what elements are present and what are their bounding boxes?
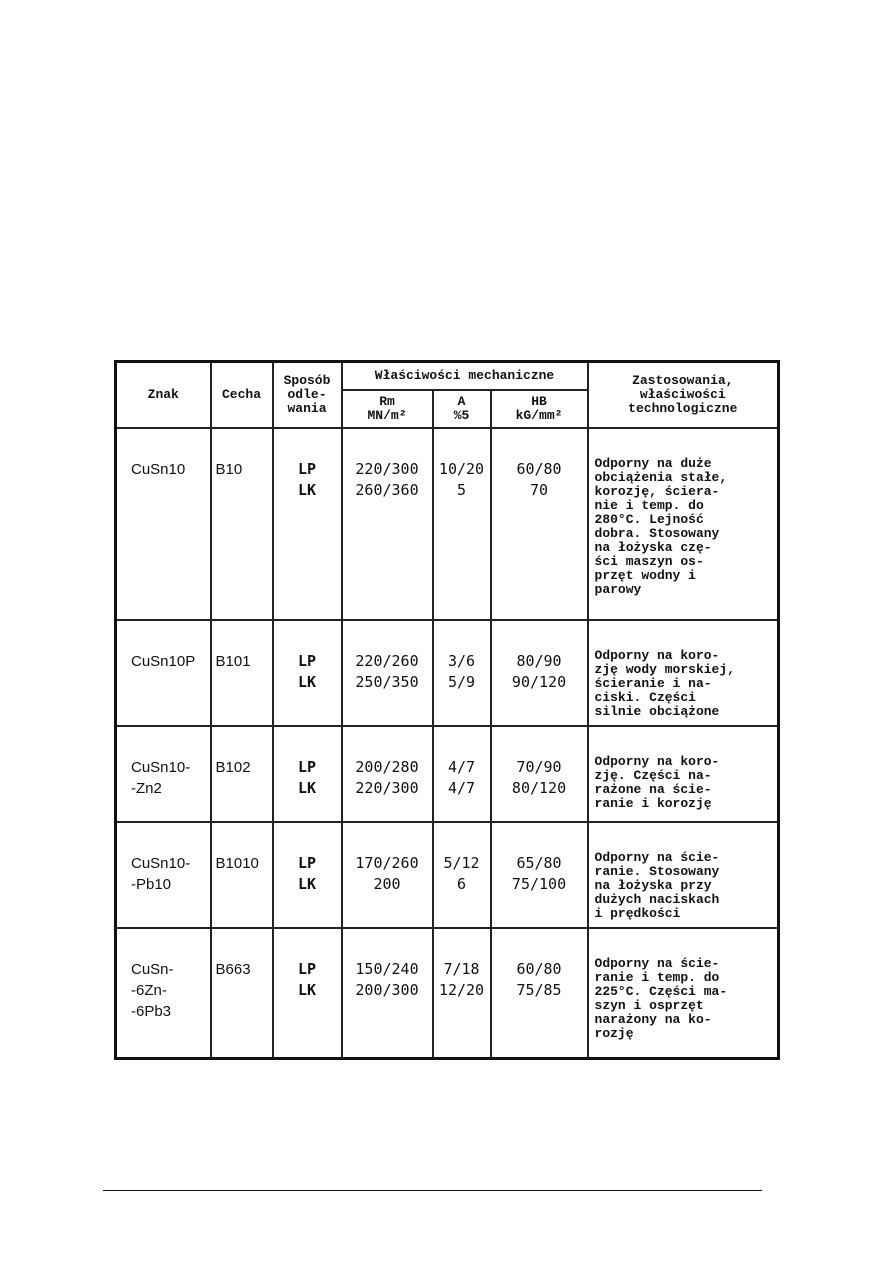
cell-a5 bbox=[433, 726, 491, 822]
cell-zastosowania: Odporny na koro- zję. Części na- rażone na ście- ranie i korozję bbox=[588, 726, 779, 822]
cell-sposob bbox=[273, 620, 342, 726]
cell-hb bbox=[491, 428, 588, 620]
cell-zastosowania: Odporny na koro- zję wody morskiej, ścieranie i na- ciski. Części silnie obciążone bbox=[588, 620, 779, 726]
cell-a5-value: 5/9 bbox=[447, 672, 476, 691]
cell-cecha: B1010 bbox=[211, 822, 273, 928]
header-cecha: Cecha bbox=[211, 362, 273, 428]
cell-sposob bbox=[273, 726, 342, 822]
cell-a5-value: 4/7 bbox=[447, 757, 476, 776]
cell-rm-value: 170/260 bbox=[355, 853, 419, 872]
cell-hb-value: 60/80 bbox=[516, 459, 562, 478]
cell-rm-value: 250/350 bbox=[355, 672, 419, 691]
cell-a5-value: 5 bbox=[456, 480, 467, 499]
header-rm: Rm MN/m² bbox=[342, 390, 433, 428]
cell-rm-value: 150/240 bbox=[355, 959, 419, 978]
cell-rm-value: 260/360 bbox=[355, 480, 419, 499]
cell-zastosowania: Odporny na ście- ranie. Stosowany na łożyska przy dużych naciskach i prędkości bbox=[588, 822, 779, 928]
cell-hb bbox=[491, 726, 588, 822]
cell-a5 bbox=[433, 822, 491, 928]
cell-sposob-value: LK bbox=[297, 874, 317, 893]
footer-divider bbox=[103, 1190, 762, 1191]
cell-sposob-value: LP bbox=[297, 651, 317, 670]
cell-hb-value: 90/120 bbox=[511, 672, 567, 691]
cell-hb-value: 60/80 bbox=[516, 959, 562, 978]
table-row bbox=[116, 726, 779, 822]
cell-hb-value: 80/120 bbox=[511, 778, 567, 797]
cell-a5-value: 5/12 bbox=[443, 853, 480, 872]
cell-cecha: B102 bbox=[211, 726, 273, 822]
cell-znak: CuSn10P bbox=[116, 620, 211, 726]
table-body bbox=[116, 428, 779, 1059]
cell-zastosowania: Odporny na ście- ranie i temp. do 225°C. Części ma- szyn i osprzęt narażony na ko- rozję bbox=[588, 928, 779, 1059]
cell-a5-value: 7/18 bbox=[443, 959, 480, 978]
cell-sposob-value: LK bbox=[297, 672, 317, 691]
cell-sposob-value: LK bbox=[297, 480, 317, 499]
cell-znak: CuSn- -6Zn- -6Pb3 bbox=[116, 928, 211, 1059]
cell-hb bbox=[491, 620, 588, 726]
cell-hb-value: 65/80 bbox=[516, 853, 562, 872]
cell-sposob bbox=[273, 822, 342, 928]
table-row bbox=[116, 822, 779, 928]
header-wlasciwosci: Właściwości mechaniczne bbox=[342, 362, 588, 390]
cell-sposob-value: LK bbox=[297, 980, 317, 999]
cell-cecha: B10 bbox=[211, 428, 273, 620]
cell-hb bbox=[491, 928, 588, 1059]
cell-rm bbox=[342, 726, 433, 822]
cell-sposob bbox=[273, 428, 342, 620]
cell-hb-value: 70 bbox=[529, 480, 549, 499]
cell-cecha: B663 bbox=[211, 928, 273, 1059]
cell-hb bbox=[491, 822, 588, 928]
cell-a5 bbox=[433, 428, 491, 620]
header-znak: Znak bbox=[116, 362, 211, 428]
cell-rm bbox=[342, 928, 433, 1059]
header-a5: A %5 bbox=[433, 390, 491, 428]
cell-rm-value: 220/300 bbox=[355, 459, 419, 478]
cell-a5 bbox=[433, 620, 491, 726]
cell-rm bbox=[342, 620, 433, 726]
cell-rm-value: 200/300 bbox=[355, 980, 419, 999]
cell-znak: CuSn10- -Pb10 bbox=[116, 822, 211, 928]
cell-rm-value: 220/260 bbox=[355, 651, 419, 670]
cell-sposob-value: LK bbox=[297, 778, 317, 797]
table-row bbox=[116, 928, 779, 1059]
table-row bbox=[116, 428, 779, 620]
cell-rm bbox=[342, 822, 433, 928]
cell-sposob bbox=[273, 928, 342, 1059]
cell-sposob-value: LP bbox=[297, 959, 317, 978]
cell-znak: CuSn10 bbox=[116, 428, 211, 620]
cell-zastosowania: Odporny na duże obciążenia stałe, korozję, ściera- nie i temp. do 280°C. Lejność dobra. Stosowany na łożyska czę- ści maszyn os- przęt wodny i parowy bbox=[588, 428, 779, 620]
cell-a5 bbox=[433, 928, 491, 1059]
cell-sposob-value: LP bbox=[297, 757, 317, 776]
cell-hb-value: 80/90 bbox=[516, 651, 562, 670]
cell-a5-value: 4/7 bbox=[447, 778, 476, 797]
properties-table bbox=[114, 360, 780, 1060]
cell-a5-value: 3/6 bbox=[447, 651, 476, 670]
cell-rm-value: 200 bbox=[373, 874, 401, 893]
cell-rm-value: 200/280 bbox=[355, 757, 419, 776]
cell-hb-value: 70/90 bbox=[516, 757, 562, 776]
cell-sposob-value: LP bbox=[297, 853, 317, 872]
cell-a5-value: 12/20 bbox=[438, 980, 485, 999]
cell-sposob-value: LP bbox=[297, 459, 317, 478]
cell-rm bbox=[342, 428, 433, 620]
cell-rm-value: 220/300 bbox=[355, 778, 419, 797]
cell-cecha: B101 bbox=[211, 620, 273, 726]
table-row bbox=[116, 620, 779, 726]
header-zastosowania: Zastosowania, właściwości technologiczne bbox=[588, 362, 779, 428]
cell-znak: CuSn10- -Zn2 bbox=[116, 726, 211, 822]
header-hb: HB kG/mm² bbox=[491, 390, 588, 428]
cell-hb-value: 75/85 bbox=[516, 980, 562, 999]
cell-a5-value: 10/20 bbox=[438, 459, 485, 478]
cell-hb-value: 75/100 bbox=[511, 874, 567, 893]
header-sposob: Sposób odle- wania bbox=[273, 362, 342, 428]
cell-a5-value: 6 bbox=[456, 874, 467, 893]
